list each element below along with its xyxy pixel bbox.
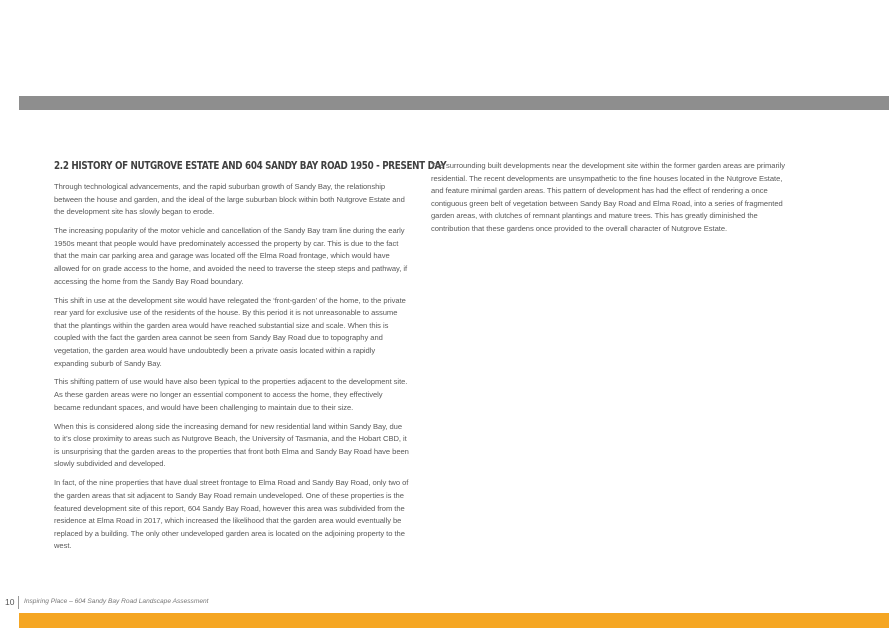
- right-column: [431, 160, 787, 242]
- paragraph: This shift in use at the development site would have relegated the ‘front-garden’ of the home, to the private rear yard for exclusive use of the residents of the house. By this period it is not unreasonable to assume that the plantings within the garden area would have reached substantial size and scale. When this is coupled with the fact the garden area cannot be seen from Sandy Bay Road due to topography and vegetation, the garden area would have undoubtedly been a private oasis located within a rapidly expanding suburb of Sandy Bay.: [54, 295, 406, 368]
- paragraph: When this is considered along side the increasing demand for new residential land within Sandy Bay, due to it’s close proximity to areas such as Nutgrove Beach, the University of Tasmania, and the Hobart CBD, it is unsurprising that the garden areas to the properties that front both Elma and Sandy Bay Road have been slowly subdivided and developed.: [54, 421, 409, 469]
- paragraph: Through technological advancements, and the rapid suburban growth of Sandy Bay, the relationship between the house and garden, and the ideal of the large suburban block within both Nutgrove Estate and the development site has slowly began to erode.: [54, 182, 405, 217]
- footer-band: [19, 613, 889, 628]
- left-column: [54, 161, 447, 559]
- page-number: 10: [5, 597, 15, 607]
- footer-caption: Inspiring Place – 604 Sandy Bay Road Landscape Assessment: [24, 598, 209, 605]
- paragraph: The surrounding built developments near the development site within the former garden areas are primarily residential. The recent developments are unsympathetic to the fine houses located in the Nutgrove Estate, and feature minimal garden areas. This pattern of development has had the effect of rendering a once contiguous green belt of vegetation between Sandy Bay Road and Elma Road, into a series of fragmented garden areas, with clutches of remnant plantings and mature trees. This has greatly diminished the contribution that these gardens once provided to the overall character of Nutgrove Estate.: [431, 161, 785, 233]
- paragraph: In fact, of the nine properties that have dual street frontage to Elma Road and Sandy Bay Road, only two of the garden areas that sit adjacent to Sandy Bay Road remain undeveloped. One of these properties is the featured development site of this report, 604 Sandy Bay Road, however this area was subdivided from the residence at Elma Road in 2017, which increased the likelihood that the garden area would eventually be replaced by a building. The only other undeveloped garden area is located on the adjoining property to the west.: [54, 478, 409, 551]
- footer-divider: [18, 596, 19, 609]
- section-heading: 2.2 HISTORY OF NUTGROVE ESTATE AND 604 SANDY BAY ROAD 1950 - PRESENT DAY: [54, 161, 447, 172]
- paragraph: This shifting pattern of use would have also been typical to the properties adjacent to the development site. As these garden areas were no longer an essential component to access the home, they effectively became redundant spaces, and would have been challenging to maintain due to their size.: [54, 377, 408, 412]
- paragraph: The increasing popularity of the motor vehicle and cancellation of the Sandy Bay tram line during the early 1950s meant that people would have predominately accessed the property by car. This is due to the fact that the main car parking area and garage was located off the Elma Road frontage, which would have allowed for on grade access to the home, and avoided the need to traverse the steep steps and pathway, if accessing the home from the Sandy Bay Road boundary.: [54, 226, 408, 286]
- header-band: [19, 96, 889, 110]
